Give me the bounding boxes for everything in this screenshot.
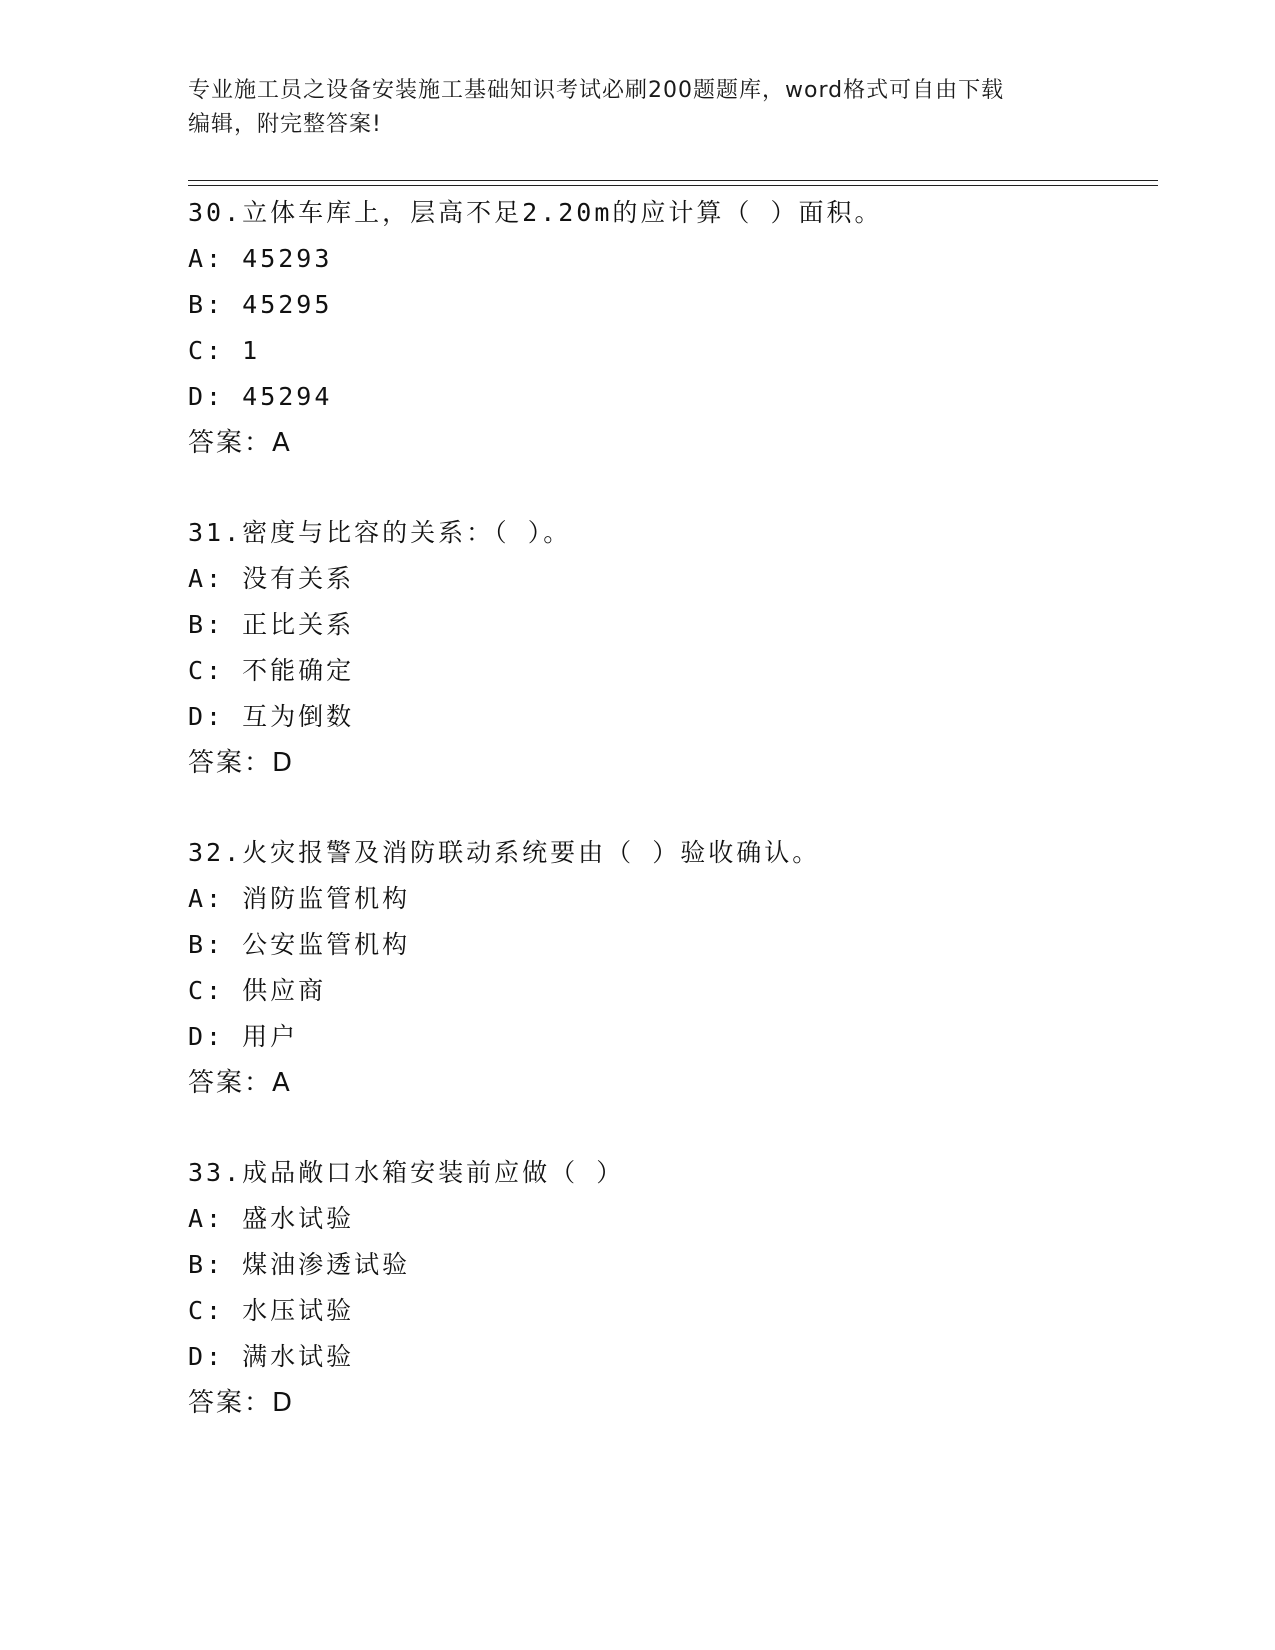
question-32: [188, 830, 1148, 1106]
answer: 答案：D: [188, 1388, 295, 1418]
option-b: B: 公安监管机构: [188, 930, 411, 959]
answer: 答案：A: [188, 1068, 292, 1098]
question-31: [188, 510, 1148, 786]
option-d: D: 45294: [188, 382, 333, 411]
option-c: C: 水压试验: [188, 1296, 355, 1325]
option-a: A: 45293: [188, 244, 333, 273]
option-a: A: 没有关系: [188, 564, 355, 593]
option-b: B: 煤油渗透试验: [188, 1250, 411, 1279]
option-d: D: 用户: [188, 1022, 299, 1051]
option-c: C: 1: [188, 336, 261, 365]
header-line-2: 编辑，附完整答案!: [188, 112, 382, 137]
option-b: B: 45295: [188, 290, 333, 319]
option-c: C: 供应商: [188, 976, 327, 1005]
question-stem: 32.火灾报警及消防联动系统要由（ ）验收确认。: [188, 838, 821, 867]
option-b: B: 正比关系: [188, 610, 355, 639]
option-a: A: 消防监管机构: [188, 884, 411, 913]
option-d: D: 满水试验: [188, 1342, 355, 1371]
header-line-1: 专业施工员之设备安装施工基础知识考试必刷200题题库，word格式可自由下载: [188, 78, 1005, 103]
option-c: C: 不能确定: [188, 656, 355, 685]
question-33: [188, 1150, 1148, 1426]
question-30: [188, 190, 1148, 466]
option-a: A: 盛水试验: [188, 1204, 355, 1233]
answer: 答案：A: [188, 428, 292, 458]
question-stem: 33.成品敞口水箱安装前应做（ ）: [188, 1158, 625, 1187]
document-header: [188, 74, 1088, 142]
header-divider-top: [188, 180, 1158, 181]
question-stem: 31.密度与比容的关系：（ ）。: [188, 518, 572, 547]
header-divider-bottom: [188, 185, 1158, 186]
question-stem: 30.立体车库上，层高不足2.20m的应计算（ ）面积。: [188, 198, 883, 227]
option-d: D: 互为倒数: [188, 702, 355, 731]
answer: 答案：D: [188, 748, 295, 778]
